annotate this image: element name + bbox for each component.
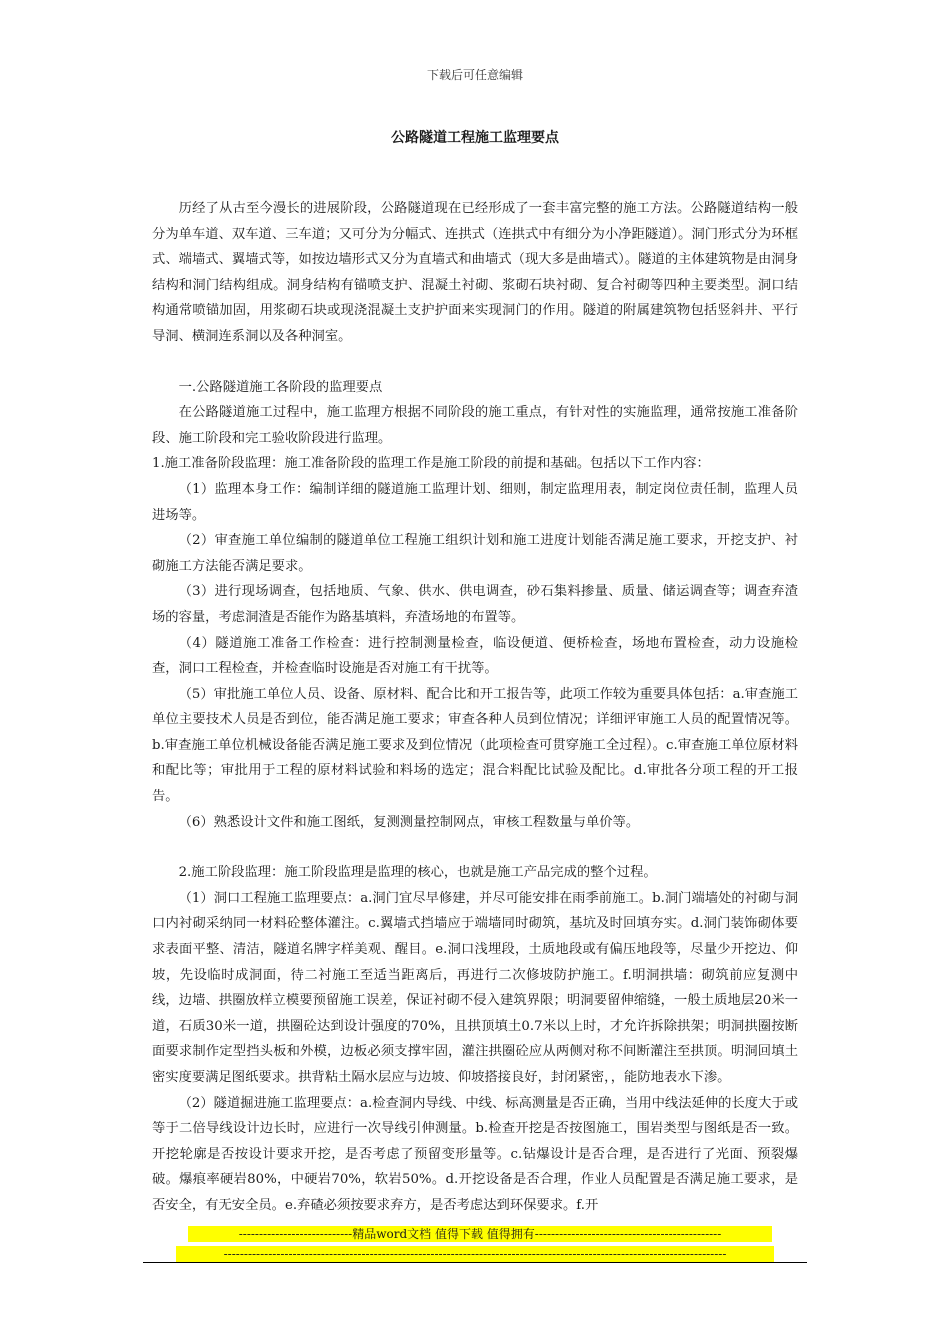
section-heading-1: 一.公路隧道施工各阶段的监理要点: [178, 379, 383, 395]
paragraph-item-2: （2）审查施工单位编制的隧道单位工程施工组织计划和施工进度计划能否满足施工要求，开挖支护、衬砌施工方法能否满足要求。: [152, 533, 798, 574]
paragraph-construction-stage: 2.施工阶段监理：施工阶段监理是监理的核心，也就是施工产品完成的整个过程。: [178, 865, 657, 881]
paragraph-portal-works: （1）洞口工程施工监理要点：a.洞门宜尽早修建，并尽可能安排在雨季前施工。b.洞门端墙处的衬砌与洞口内衬砌采纳同一材料砼整体灌注。c.翼墙式挡墙应于端墙同时砌筑，基坑及时回填夯实。d.洞门装饰砌体要求表面平整、清洁，隧道名牌字样美观、醒目。e.洞口浅埋段，土质地段或有偏压地段等，尽量少开挖边、仰坡，先设临时成洞面，待二衬施工至适当距离后，再进行二次修坡防护施工。f.明洞拱墙：砌筑前应复测中线，边墙、拱圈放样立模要预留施工误差，保证衬砌不侵入建筑界限；明洞要留伸缩缝，一般土质地层20米一道，石质30米一道，拱圈砼达到设计强度的70%，且拱顶填土0.7米以上时，才允许拆除拱架；明洞拱圈按断面要求制作定型挡头板和外模，边板必须支撑牢固，灌注拱圈砼应从两侧对称不间断灌注至拱顶。明洞回填土密实度要满足图纸要求。拱背粘土隔水层应与边坡、仰坡搭接良好，封闭紧密，，能防地表水下渗。: [152, 890, 798, 1085]
footer-banner-line2: ----------------------------------------------------------------------------------------------------------------------------: [176, 1246, 774, 1262]
document-title: 公路隧道工程施工监理要点: [391, 130, 559, 146]
paragraph-item-6: （6）熟悉设计文件和施工图纸，复测测量控制网点，审核工程数量与单价等。: [178, 814, 640, 830]
paragraph-supervision-overview: 在公路隧道施工过程中，施工监理方根据不同阶段的施工重点，有针对性的实施监理，通常按施工准备阶段、施工阶段和完工验收阶段进行监理。: [152, 405, 798, 446]
paragraph-prep-stage: 1.施工准备阶段监理：施工准备阶段的监理工作是施工阶段的前提和基础。包括以下工作内容：: [152, 456, 710, 472]
paragraph-item-4: （4）隧道施工准备工作检查：进行控制测量检查，临设便道、便桥检查，场地布置检查，动力设施检查，洞口工程检查，并检查临时设施是否对施工有干扰等。: [152, 635, 798, 677]
footer-banner-line1: ----------------------------精品word文档 值得下载 值得拥有----------------------------------------------: [188, 1226, 772, 1242]
paragraph-item-1: （1）监理本身工作：编制详细的隧道施工监理计划、细则，制定监理用表，制定岗位责任制，监理人员进场等。: [152, 481, 798, 523]
paragraph-item-5: （5）审批施工单位人员、设备、原材料、配合比和开工报告等，此项工作较为重要具体包括：a.审查施工单位主要技术人员是否到位，能否满足施工要求；审查各种人员到位情况；详细评审施工人员的配置情况等。b.审查施工单位机械设备能否满足施工要求及到位情况（此项检查可贯穿施工全过程）。c.审查施工单位原材料和配比等；审批用于工程的原材料试验和料场的选定；混合料配比试验及配比。d.审批各分项工程的开工报告。: [152, 686, 798, 805]
page-header: 下载后可任意编辑: [426, 68, 523, 82]
page-footer: [0, 1226, 950, 1266]
paragraph-excavation: （2）隧道掘进施工监理要点：a.检查洞内导线、中线、标高测量是否正确，当用中线法延伸的长度大于或等于二倍导线设计边长时，应进行一次导线引伸测量。b.检查开挖是否按图施工，围岩类型与图纸是否一致。开挖轮廓是否按设计要求开挖，是否考虑了预留变形量等。c.钻爆设计是否合理，是否进行了光面、预裂爆破。爆痕率硬岩80%，中硬岩70%，软岩50%。d.开挖设备是否合理，作业人员配置是否满足施工要求，是否安全，有无安全员。e.弃碴必须按要求弃方，是否考虑达到环保要求。f.开: [152, 1095, 798, 1213]
footer-rule: [143, 1262, 807, 1263]
document-body: [152, 196, 798, 1219]
intro-paragraph: 历经了从古至今漫长的进展阶段，公路隧道现在已经形成了一套丰富完整的施工方法。公路隧道结构一般分为单车道、双车道、三车道；又可分为分幅式、连拱式（连拱式中有细分为小净距隧道）。洞门形式分为环框式、端墙式、翼墙式等，如按边墙形式又分为直墙式和曲墙式（现大多是曲墙式）。隧道的主体建筑物是由洞身结构和洞门结构组成。洞身结构有锚喷支护、混凝土衬砌、浆砌石块衬砌、复合衬砌等四种主要类型。洞口结构通常喷锚加固，用浆砌石块或现浇混凝土支护护面来实现洞门的作用。隧道的附属建筑物包括竖斜井、平行导洞、横洞连系洞以及各种洞室。: [152, 201, 798, 344]
paragraph-item-3: （3）进行现场调查，包括地质、气象、供水、供电调查，砂石集料掺量、质量、储运调查等；调查弃渣场的容量，考虑洞渣是否能作为路基填料，弃渣场地的布置等。: [152, 584, 798, 625]
